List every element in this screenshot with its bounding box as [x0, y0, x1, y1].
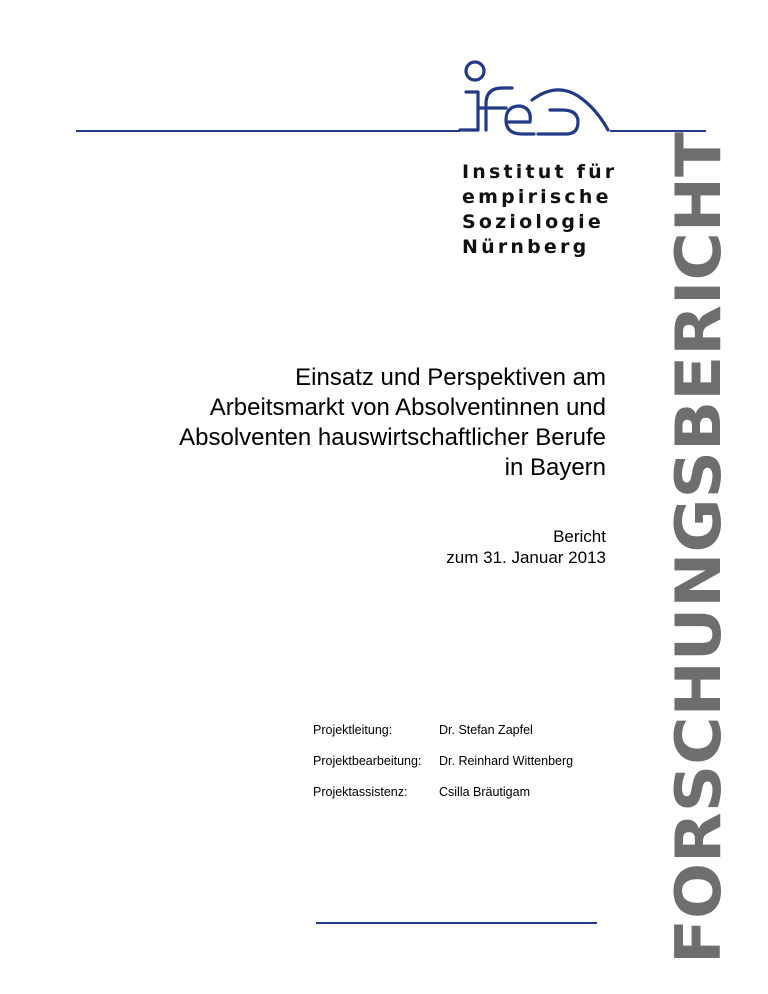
staff-name: Csilla Bräutigam: [439, 785, 531, 799]
institute-name: [462, 160, 617, 260]
institute-line: Nürnberg: [462, 236, 590, 258]
header-rule-left: [76, 130, 460, 132]
institute-line: Institut für: [462, 161, 618, 183]
title-line: Absolventen hauswirtschaftlicher Berufe: [179, 424, 606, 451]
ifes-logo-icon: [446, 52, 616, 144]
report-date: zum 31. Januar 2013: [446, 548, 606, 567]
title-line: in Bayern: [504, 454, 606, 481]
staff-list: [313, 723, 573, 816]
staff-role: Projektbearbeitung:: [313, 754, 422, 768]
forschungsbericht-banner: [614, 128, 740, 968]
title-line: Einsatz und Perspektiven am: [295, 364, 606, 391]
staff-name: Dr. Reinhard Wittenberg: [439, 754, 574, 768]
report-title: [46, 363, 606, 483]
institute-line: empirische: [462, 186, 612, 208]
title-line: Arbeitsmarkt von Absolventinnen und: [209, 394, 606, 421]
footer-rule: [316, 922, 597, 924]
banner-text: FORSCHUNGSBERICHT: [662, 181, 735, 964]
staff-role: Projektassistenz:: [313, 785, 408, 799]
staff-row: [313, 723, 573, 754]
staff-name: Dr. Stefan Zapfel: [439, 723, 533, 737]
staff-row: [313, 754, 573, 785]
staff-row: [313, 785, 573, 816]
report-type: Bericht: [553, 527, 606, 546]
report-info: [446, 526, 606, 568]
staff-role: Projektleitung:: [313, 723, 393, 737]
institute-line: Soziologie: [462, 211, 604, 233]
